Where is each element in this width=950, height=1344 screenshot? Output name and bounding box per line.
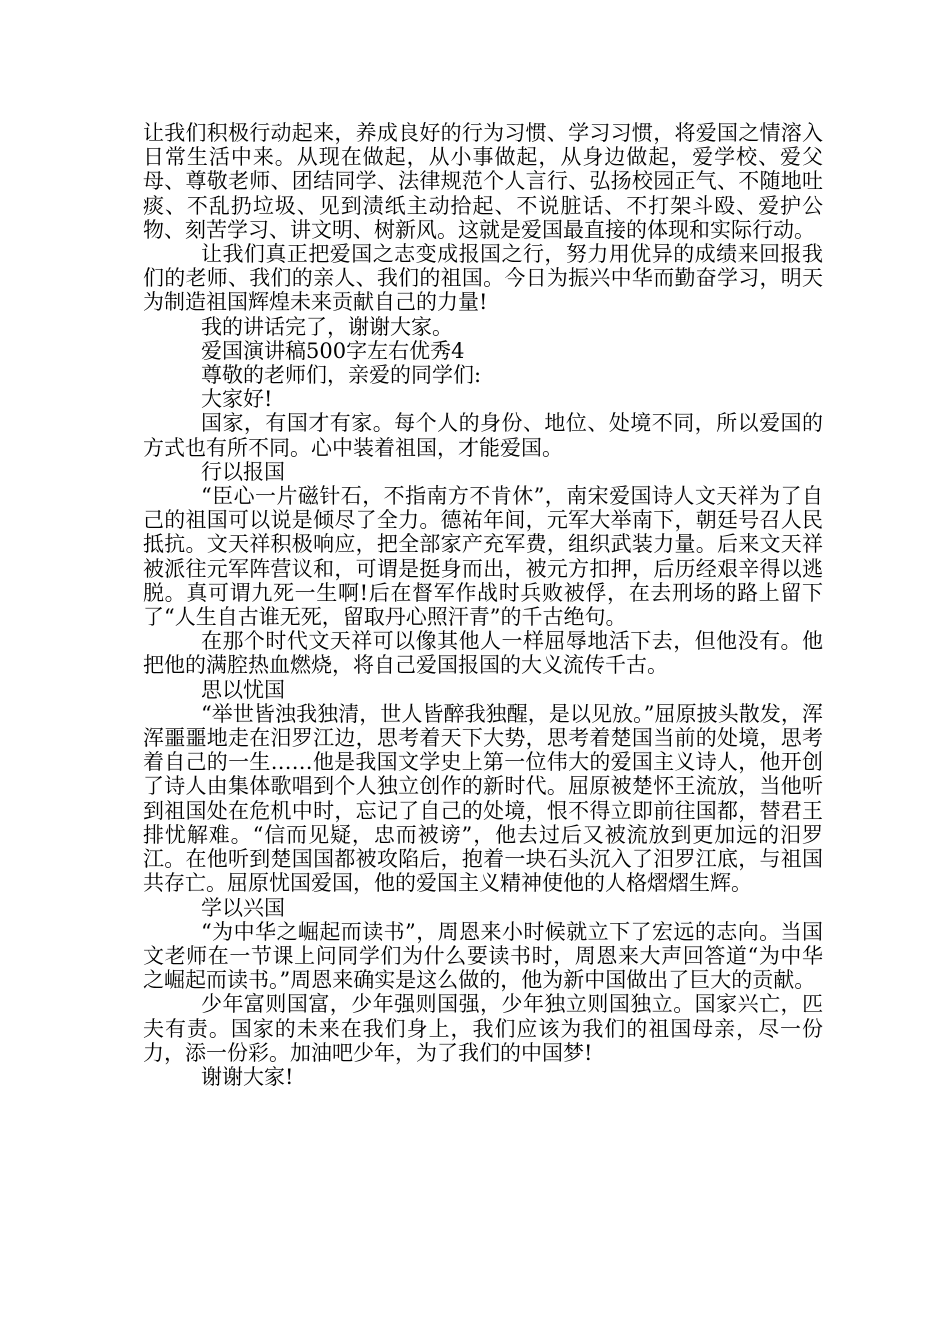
body-paragraph: 国家，有国才有家。每个人的身份、地位、处境不同，所以爱国的方式也有所不同。心中装着祖国，才能爱国。 [143, 411, 823, 460]
body-paragraph: “臣心一片磁针石，不指南方不肯休”，南宋爱国诗人文天祥为了自己的祖国可以说是倾尽了全力。德祐年间，元军大举南下，朝廷号召人民抵抗。文天祥积极响应，把全部家产充军费，组织武装力量。后来文天祥被派往元军阵营议和，可谓是挺身而出，被元方扣押，后历经艰辛得以逃脱。真可谓九死一生啊!后在督军作战时兵败被俘，在去刑场的路上留下了“人生自古谁无死，留取丹心照汗青”的千古绝句。 [143, 484, 823, 630]
subheading: 行以报国 [201, 459, 285, 484]
subheading: 学以兴国 [201, 895, 285, 920]
body-paragraph: 让我们真正把爱国之志变成报国之行，努力用优异的成绩来回报我们的老师、我们的亲人、我们的祖国。今日为振兴中华而勤奋学习，明天为制造祖国辉煌未来贡献自己的力量! [143, 242, 823, 315]
greeting: 大家好! [201, 387, 273, 412]
body-paragraph: 在那个时代文天祥可以像其他人一样屈辱地活下去，但他没有。他把他的满腔热血燃烧，将自己爱国报国的大义流传千古。 [143, 629, 823, 678]
document-page [143, 121, 823, 1089]
body-paragraph: “举世皆浊我独清，世人皆醉我独醒，是以见放。”屈原披头散发，浑浑噩噩地走在汨罗江边，思考着天下大势，思考着楚国当前的处境，思考着自己的一生……他是我国文学史上第一位伟大的爱国主义诗人，他开创了诗人由集体歌唱到个人独立创作的新时代。屈原被楚怀王流放，当他听到祖国处在危机中时，忘记了自己的处境，恨不得立即前往国都，替君王排忧解难。“信而见疑，忠而被谤”，他去过后又被流放到更加远的汨罗江。在他听到楚国国都被攻陷后，抱着一块石头沉入了汨罗江底，与祖国共存亡。屈原忧国爱国，他的爱国主义精神使他的人格熠熠生辉。 [143, 701, 823, 896]
subheading: 思以忧国 [201, 677, 285, 702]
section-title: 爱国演讲稿500字左右优秀4 [201, 338, 465, 363]
closing-line: 谢谢大家! [201, 1064, 294, 1089]
body-paragraph: 少年富则国富，少年强则国强，少年独立则国独立。国家兴亡，匹夫有责。国家的未来在我们身上，我们应该为我们的祖国母亲，尽一份力，添一份彩。加油吧少年，为了我们的中国梦! [143, 992, 823, 1065]
closing-line: 我的讲话完了，谢谢大家。 [201, 314, 453, 339]
salutation: 尊敬的老师们，亲爱的同学们: [201, 363, 482, 388]
body-paragraph: 让我们积极行动起来，养成良好的行为习惯、学习习惯，将爱国之情溶入日常生活中来。从现在做起，从小事做起，从身边做起，爱学校、爱父母、尊敬老师、团结同学、法律规范个人言行、弘扬校园正气、不随地吐痰、不乱扔垃圾、见到渍纸主动拾起、不说脏话、不打架斗殴、爱护公物、刻苦学习、讲文明、树新风。这就是爱国最直接的体现和实际行动。 [143, 121, 823, 242]
body-paragraph: “为中华之崛起而读书”，周恩来小时候就立下了宏远的志向。当国文老师在一节课上问同学们为什么要读书时，周恩来大声回答道“为中华之崛起而读书。”周恩来确实是这么做的，他为新中国做出了巨大的贡献。 [143, 919, 823, 993]
